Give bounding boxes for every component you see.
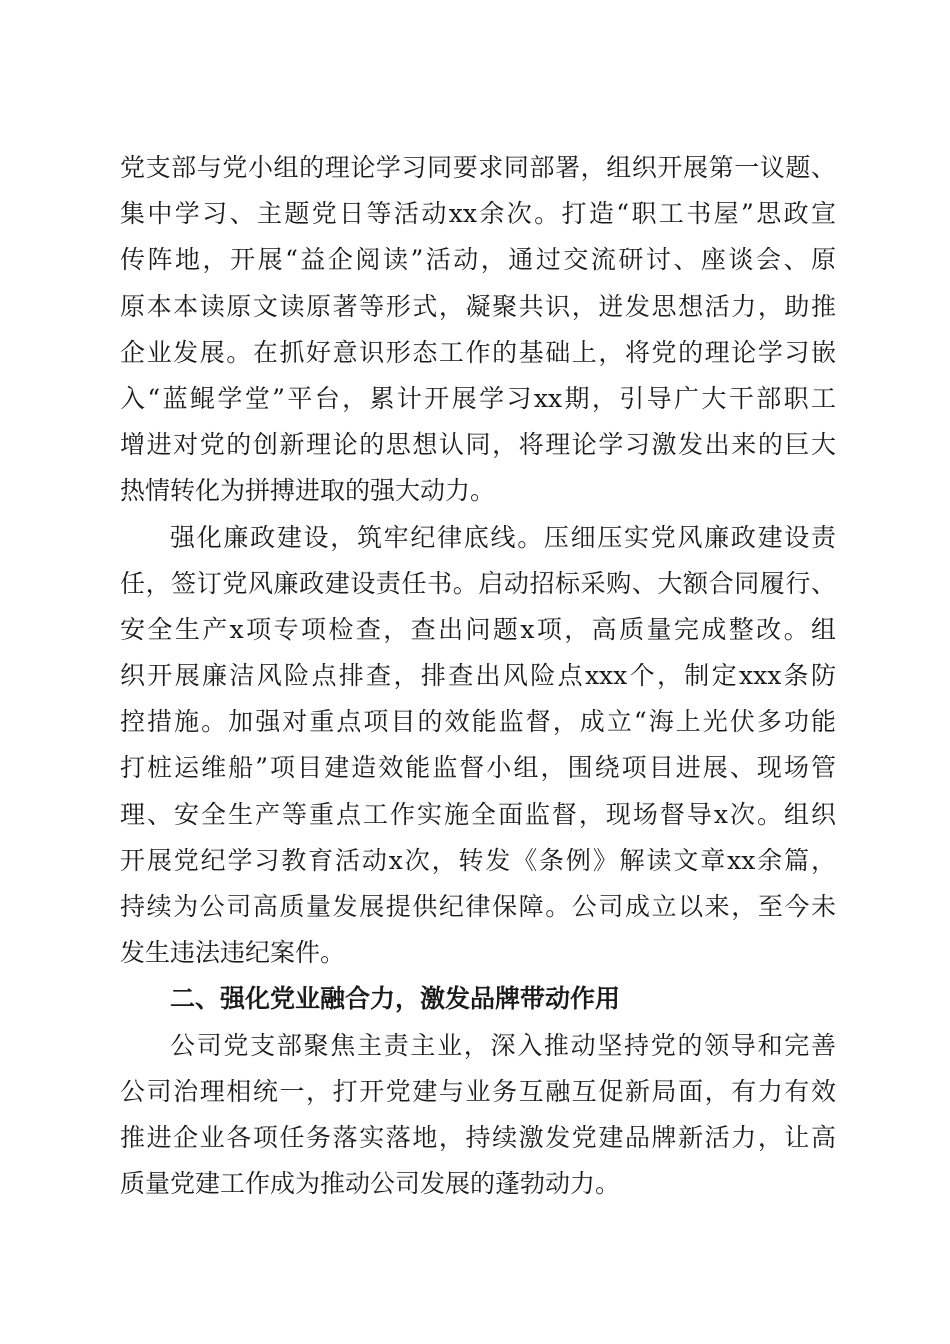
text-line: 集中学习、主题党日等活动xx余次。打造“职工书屋”思政宣 <box>120 199 836 229</box>
text-line: 原本本读原文读原著等形式，凝聚共识，迸发思想活力，助推 <box>120 291 836 321</box>
text-line: 任，签订党风廉政建设责任书。启动招标采购、大额合同履行、 <box>120 568 836 598</box>
text-line: 公司治理相统一，打开党建与业务互融互促新局面，有力有效 <box>120 1076 836 1106</box>
text-line: 控措施。加强对重点项目的效能监督，成立“海上光伏多功能 <box>120 707 836 737</box>
text-line: 党支部与党小组的理论学习同要求同部署，组织开展第一议题、 <box>120 153 836 182</box>
text-line: 打桩运维船”项目建造效能监督小组，围绕项目进展、现场管 <box>120 753 836 783</box>
text-line: 质量党建工作成为推动公司发展的蓬勃动力。 <box>120 1169 621 1199</box>
text-line: 传阵地，开展“益企阅读”活动，通过交流研讨、座谈会、原 <box>120 245 836 275</box>
text-line: 理、安全生产等重点工作实施全面监督，现场督导x次。组织 <box>120 799 836 829</box>
text-line: 发生违法违纪案件。 <box>120 938 346 968</box>
text-line: 开展党纪学习教育活动x次，转发《条例》解读文章xx余篇， <box>120 845 836 875</box>
text-line: 织开展廉洁风险点排查，排查出风险点xxx个，制定xxx条防 <box>120 661 836 691</box>
text-line-indented: 强化廉政建设，筑牢纪律底线。压细压实党风廉政建设责 <box>170 522 836 552</box>
text-line: 入“蓝鲲学堂”平台，累计开展学习xx期，引导广大干部职工 <box>120 383 836 413</box>
section-heading: 二、强化党业融合力，激发品牌带动作用 <box>170 984 621 1014</box>
document-body <box>120 145 836 1207</box>
text-line-indented: 公司党支部聚焦主责主业，深入推动坚持党的领导和完善 <box>170 1030 836 1060</box>
text-line: 增进对党的创新理论的思想认同，将理论学习激发出来的巨大 <box>120 430 836 460</box>
text-line: 企业发展。在抓好意识形态工作的基础上，将党的理论学习嵌 <box>120 337 836 367</box>
text-line: 推进企业各项任务落实落地，持续激发党建品牌新活力，让高 <box>120 1122 836 1152</box>
text-line: 热情转化为拼搏进取的强大动力。 <box>120 476 496 506</box>
paragraph-theory-study <box>120 145 836 515</box>
paragraph-integrity-building <box>120 515 836 977</box>
paragraph-party-business-integration <box>120 1023 836 1208</box>
text-line: 持续为公司高质量发展提供纪律保障。公司成立以来，至今未 <box>120 892 836 921</box>
text-line: 安全生产x项专项检查，查出问题x项，高质量完成整改。组 <box>120 614 836 644</box>
